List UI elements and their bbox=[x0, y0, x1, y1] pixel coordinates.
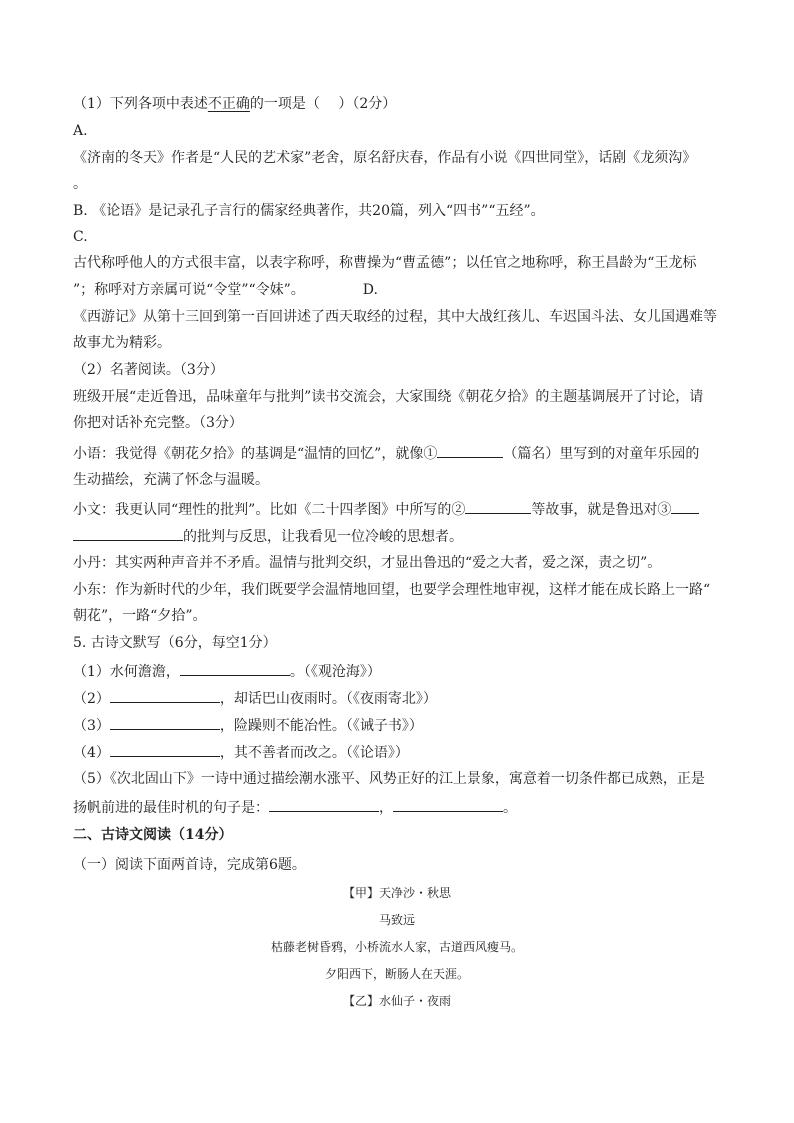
q5-line2-suffix: ，却话巴山夜雨时。（《夜雨寄北》） bbox=[219, 691, 437, 707]
q5-line1-suffix: 。（《观沧海》） bbox=[289, 664, 381, 680]
dialog-xiaodong-line1: 小东：作为新时代的少年，我们既要学会温情地回望，也要学会理性地审视，这样才能在成长路上一路“ bbox=[73, 582, 711, 598]
poem-title-jia: 【甲】天净沙・秋思 bbox=[342, 886, 451, 900]
q5-blank-1[interactable] bbox=[180, 661, 290, 676]
blank-1[interactable] bbox=[437, 443, 503, 458]
q5-line3-prefix: （3） bbox=[73, 718, 110, 734]
q5-line3-suffix: ，险躁则不能冶性。（《诫子书》） bbox=[219, 718, 423, 734]
section-heading: 二、古诗文阅读（14分） bbox=[73, 827, 233, 843]
q5-line1 bbox=[73, 661, 381, 682]
option-a-tail: 。 bbox=[73, 176, 87, 192]
q1-underlined-keyword: 不正确 bbox=[207, 96, 250, 112]
dialog-xiaoyu-line1 bbox=[73, 443, 699, 464]
option-c-label: C. bbox=[73, 229, 88, 245]
dialog-xiaowen-text-b: 等故事，就是鲁迅对③ bbox=[531, 502, 672, 518]
q5-line2 bbox=[73, 688, 437, 709]
option-b-text: B. 《论语》是记录孔子言行的儒家经典著作，共20篇，列入“四书”“五经”。 bbox=[73, 203, 545, 219]
q2-intro-line1: 班级开展“走近鲁迅，品味童年与批判”读书交流会，大家围绕《朝花夕拾》的主题基调展开了讨论，请 bbox=[73, 389, 704, 405]
dialog-xiaodan: 小丹：其实两种声音并不矛盾。温情与批判交织，才显出鲁迅的“爱之大者，爱之深，责之切”。 bbox=[73, 555, 662, 571]
q5-blank-3[interactable] bbox=[110, 715, 220, 730]
q5-blank-4[interactable] bbox=[110, 742, 220, 757]
option-a-text: 《济南的冬天》作者是“人民的艺术家”老舍，原名舒庆春，作品有小说《四世同堂》，话剧《龙须沟》 bbox=[73, 150, 697, 166]
option-c-text-line2-content: ”；称呼对方亲属可说“令堂”“令妹”。 bbox=[73, 282, 305, 298]
option-c-text-line1: 古代称呼他人的方式很丰富，以表字称呼，称曹操为“曹孟德”；以任官之地称呼，称王昌龄为“王龙标 bbox=[73, 255, 697, 271]
option-a-label: A. bbox=[73, 123, 88, 139]
q5-line5a: （5）《次北固山下》一诗中通过描绘潮水涨平、风势正好的江上景象，寓意着一切条件都已成熟，正是 bbox=[73, 771, 705, 787]
section-subheading: （一）阅读下面两首诗，完成第6题。 bbox=[73, 857, 306, 873]
poem-line-2: 夕阳西下，断肠人在天涯。 bbox=[324, 967, 469, 981]
poem-line-1: 枯藤老树昏鸦，小桥流水人家，古道西风瘦马。 bbox=[270, 940, 523, 954]
q5-title: 5. 古诗文默写（6分，每空1分） bbox=[73, 635, 277, 651]
q5-line2-prefix: （2） bbox=[73, 691, 110, 707]
blank-2[interactable] bbox=[465, 499, 531, 514]
option-d-label: D. bbox=[362, 282, 378, 298]
dialog-xiaowen-text-c: 的批判与反思，让我看见一位冷峻的思想者。 bbox=[183, 529, 463, 545]
dialog-xiaoyu-text: 小语：我觉得《朝花夕拾》的基调是“温情的回忆”，就像① bbox=[73, 446, 438, 462]
q2-title: （2）名著阅读。（3分） bbox=[73, 362, 224, 378]
dialog-xiaoyu-text-b: （篇名）里写到的对童年乐园的 bbox=[503, 446, 700, 462]
q1-stem bbox=[73, 94, 396, 114]
q5-line5b bbox=[73, 797, 517, 818]
poem-author: 马致远 bbox=[378, 913, 415, 927]
q5-blank-6[interactable] bbox=[393, 797, 503, 812]
q5-line4-prefix: （4） bbox=[73, 745, 110, 761]
dialog-xiaowen-text: 小文：我更认同“理性的批判”。比如《二十四孝图》中所写的② bbox=[73, 502, 466, 518]
q5-line4-suffix: ，其不善者而改之。（《论语》） bbox=[219, 745, 409, 761]
q5-blank-5[interactable] bbox=[269, 797, 379, 812]
blank-3[interactable] bbox=[73, 526, 183, 541]
option-d-text-line2: 故事尤为精彩。 bbox=[73, 335, 171, 351]
option-d-text-line1: 《西游记》从第十三回到第一百回讲述了西天取经的过程，其中大战红孩儿、车迟国斗法、女儿国遇难等 bbox=[73, 309, 717, 325]
q5-blank-2[interactable] bbox=[110, 688, 220, 703]
q1-prefix: （1）下列各项中表述 bbox=[73, 96, 208, 112]
q5-line5b-period: 。 bbox=[503, 800, 517, 816]
q5-line5b-prefix: 扬帆前进的最佳时机的句子是： bbox=[73, 800, 269, 816]
dialog-xiaodong-line2: 朝花”，一路“夕拾”。 bbox=[73, 608, 207, 624]
dialog-xiaowen-line2 bbox=[73, 526, 463, 547]
q5-line3 bbox=[73, 715, 423, 736]
dialog-xiaowen-line1 bbox=[73, 499, 699, 520]
dialog-xiaoyu-line2: 生动描绘，充满了怀念与温暖。 bbox=[73, 472, 269, 488]
q2-intro-line2: 你把对话补充完整。（3分） bbox=[73, 415, 243, 431]
poem-title-yi: 【乙】水仙子・夜雨 bbox=[342, 994, 451, 1008]
q1-suffix: 的一项是（ ）（2分） bbox=[249, 96, 397, 112]
option-c-text-line2 bbox=[73, 280, 378, 300]
blank-3-start[interactable] bbox=[671, 499, 699, 514]
q5-line1-prefix: （1）水何澹澹， bbox=[73, 664, 180, 680]
q5-line4 bbox=[73, 742, 409, 763]
q5-line5b-comma: ， bbox=[379, 800, 393, 816]
